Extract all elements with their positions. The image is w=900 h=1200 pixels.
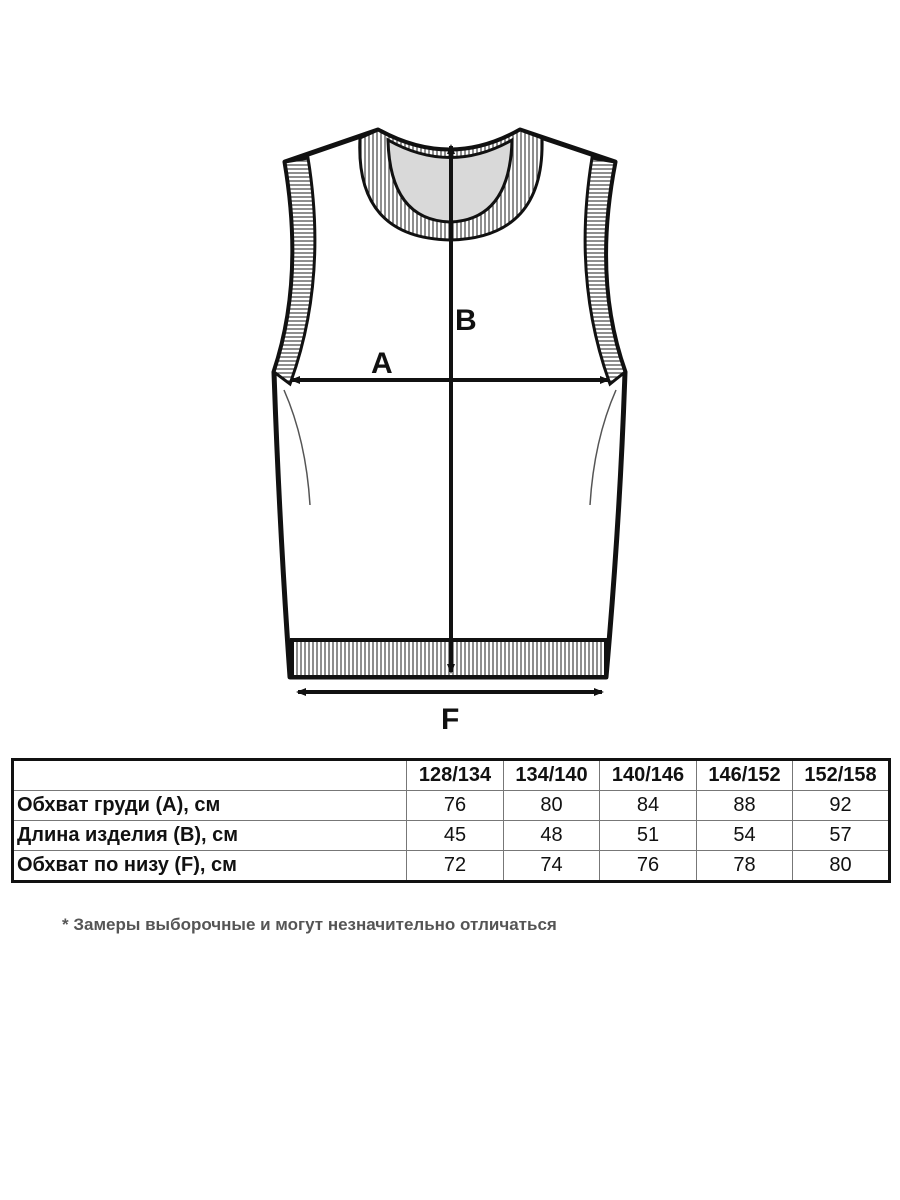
table-row <box>13 851 890 882</box>
row-label: Длина изделия (B), см <box>13 821 407 851</box>
table-cell: 54 <box>697 821 793 851</box>
header-cell: 134/140 <box>504 760 600 791</box>
header-cell: 152/158 <box>793 760 890 791</box>
header-cell: 140/146 <box>600 760 697 791</box>
measurement-note: * Замеры выборочные и могут незначительно отличаться <box>62 915 557 934</box>
header-cell <box>13 760 407 791</box>
table-cell: 57 <box>793 821 890 851</box>
table-cell: 84 <box>600 791 697 821</box>
label-a: A <box>371 347 393 380</box>
table-cell: 76 <box>600 851 697 882</box>
header-cell: 146/152 <box>697 760 793 791</box>
table-cell: 80 <box>793 851 890 882</box>
table-row <box>13 791 890 821</box>
size-table <box>11 758 891 883</box>
table-row <box>13 821 890 851</box>
header-cell: 128/134 <box>407 760 504 791</box>
table-cell: 45 <box>407 821 504 851</box>
table-cell: 80 <box>504 791 600 821</box>
table-cell: 74 <box>504 851 600 882</box>
table-cell: 48 <box>504 821 600 851</box>
table-cell: 51 <box>600 821 697 851</box>
table-cell: 78 <box>697 851 793 882</box>
row-label: Обхват груди (A), см <box>13 791 407 821</box>
table-cell: 88 <box>697 791 793 821</box>
table-cell: 72 <box>407 851 504 882</box>
label-b: B <box>455 304 477 337</box>
table-cell: 76 <box>407 791 504 821</box>
table-cell: 92 <box>793 791 890 821</box>
label-f: F <box>441 703 460 736</box>
table-header-row <box>13 760 890 791</box>
row-label: Обхват по низу (F), см <box>13 851 407 882</box>
